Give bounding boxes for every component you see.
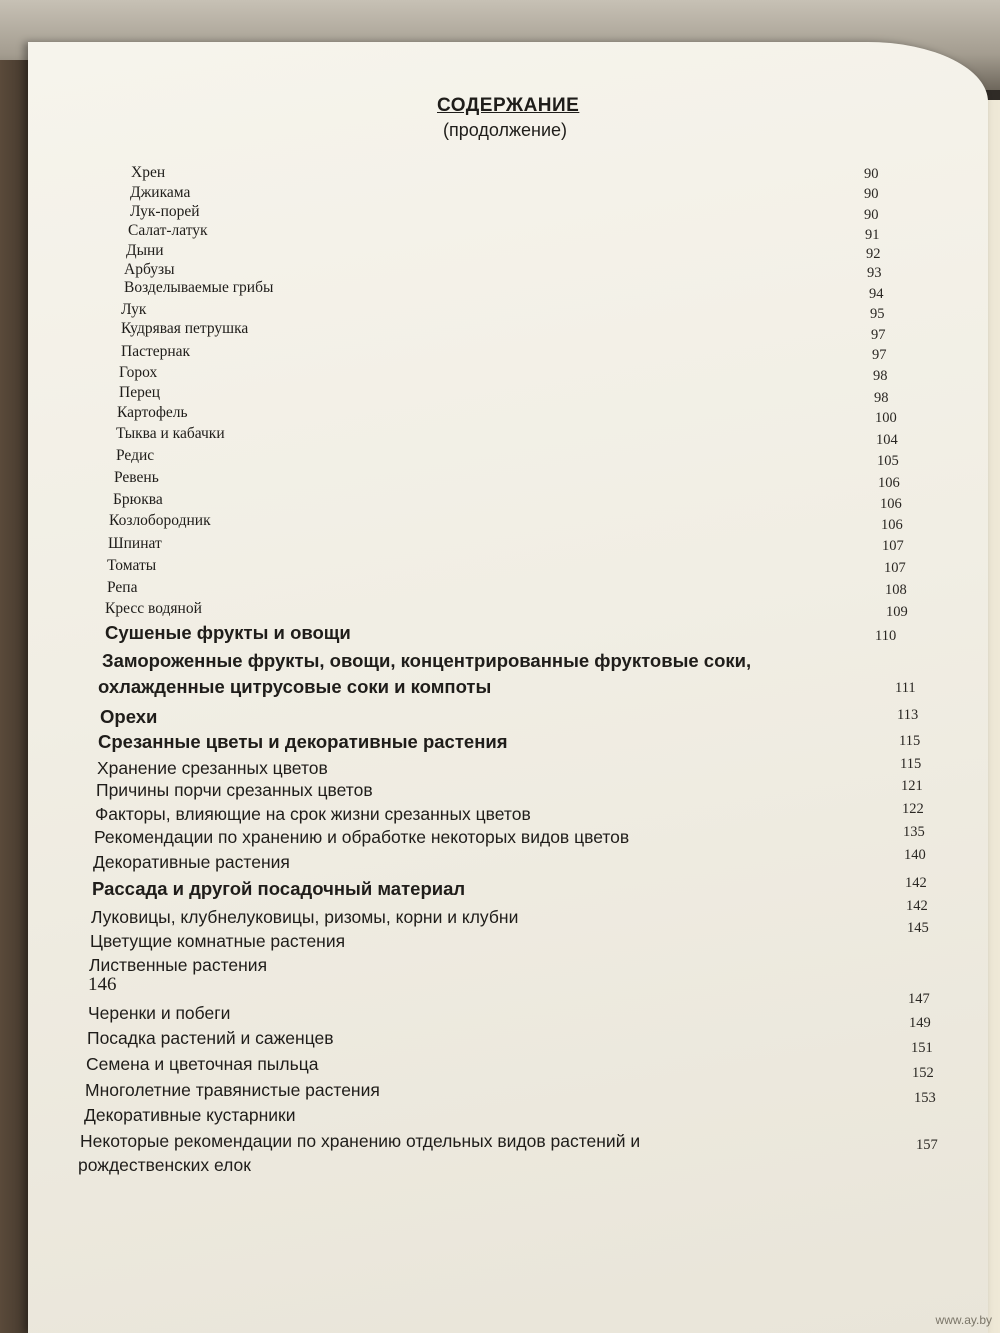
toc-entry-label: Факторы, влияющие на срок жизни срезанных цветов [95,804,531,824]
toc-entry-page: 152 [912,1065,934,1081]
page-title: СОДЕРЖАНИЕ [437,95,580,116]
toc-entry-label: Черенки и побеги [88,1003,231,1023]
toc-entry-page: 105 [877,453,899,469]
toc-entry-page: 90 [864,207,879,223]
toc-entry-label: Шпинат [108,535,162,552]
toc-entry-label: Джикама [130,184,191,201]
toc-entry-label: Ревень [114,469,159,486]
toc-entry-page: 140 [904,847,926,863]
toc-section-heading: Срезанные цветы и декоративные растения [98,731,508,752]
toc-entry-page: 147 [908,991,930,1007]
toc-section-heading: охлажденные цитрусовые соки и компоты [98,676,492,697]
toc-entry-page: 106 [880,496,902,512]
toc-entry-label: Рекомендации по хранению и обработке некоторых видов цветов [94,827,630,847]
toc-entry-label: Пастернак [121,343,191,360]
toc-entry-label: Посадка растений и саженцев [87,1028,334,1048]
toc-entry-label: Редис [116,447,155,464]
toc-entry-page: 157 [916,1137,938,1153]
toc-entry-page: 92 [866,246,881,262]
toc-entry-label: Луковицы, клубнелуковицы, ризомы, корни и клубни [91,907,519,927]
toc-entry-label: Лук [121,301,147,318]
toc-entry-page: 121 [901,778,923,794]
toc-entry-label: Возделываемые грибы [124,279,274,296]
toc-entry-page: 135 [903,824,925,840]
toc-entry-page: 122 [902,801,924,817]
toc-section-heading: Сушеные фрукты и овощи [105,622,351,643]
toc-entry-page: 100 [875,410,897,426]
toc-entry-label: Кресс водяной [105,600,202,617]
toc-entry-page: 97 [871,327,886,343]
toc-entry-page: 153 [914,1090,936,1106]
toc-entry-page: 108 [885,582,907,598]
toc-entry-label: 146 [88,974,117,995]
toc-entry-label: Репа [107,579,138,596]
toc-entry-page: 90 [864,166,879,182]
toc-entry-page: 106 [881,517,903,533]
toc-entry-label: Цветущие комнатные растения [90,931,346,951]
toc-entry-page: 93 [867,265,882,281]
toc-entry-page: 90 [864,186,879,202]
toc-entry-label: Хранение срезанных цветов [97,758,328,778]
toc-entry-page: 115 [899,733,921,749]
toc-entry-label: Кудрявая петрушка [121,320,249,337]
toc-entry-page: 107 [882,538,904,554]
toc-entry-page: 94 [869,286,884,302]
toc-entry-page: 113 [897,707,919,723]
toc-entry-page: 104 [876,432,898,448]
toc-entry-label: Арбузы [124,261,175,278]
toc-entry-page: 109 [886,604,908,620]
toc-entry-page: 142 [906,898,928,914]
toc-entry-label: Горох [119,364,158,381]
toc-section-heading: Орехи [100,706,158,727]
toc-entry-label: Перец [119,384,160,401]
toc-entry-label: Декоративные растения [93,852,290,872]
toc-entry-label: Картофель [117,404,188,421]
toc-entry-label: Козлобородник [109,512,211,529]
toc-entry-page: 149 [909,1015,931,1031]
toc-entry-label: Лиственные растения [89,955,268,975]
toc-entry-page: 151 [911,1040,933,1056]
toc-entry-label: Томаты [107,557,157,574]
toc-entry-page: 98 [873,368,888,384]
watermark: www.ay.by [935,1313,992,1327]
toc-entry-label: Салат-латук [128,222,208,239]
toc-entry-page: 98 [874,390,889,406]
toc-entry-label: Лук-порей [130,203,200,220]
toc-entry-label: Хрен [131,164,166,181]
toc-entry-label: Дыни [126,242,164,259]
toc-entry-page: 110 [875,628,897,644]
toc-entry-page: 107 [884,560,906,576]
toc-entry-label: Декоративные кустарники [84,1105,296,1125]
toc-section-heading: Замороженные фрукты, овощи, концентрированные фруктовые соки, [102,650,752,671]
toc-entry-label: Тыква и кабачки [116,425,225,442]
toc-entry-page: 142 [905,875,927,891]
toc-entry-page: 145 [907,920,929,936]
toc-entry-label: Многолетние травянистые растения [85,1080,380,1100]
toc-entry-label: рождественских елок [78,1155,251,1175]
toc-entry-page: 97 [872,347,887,363]
toc-entry-page: 111 [895,680,916,696]
toc-entry-page: 115 [900,756,922,772]
toc-section-heading: Рассада и другой посадочный материал [92,878,466,899]
toc-entry-page: 95 [870,306,885,322]
toc-entry-label: Некоторые рекомендации по хранению отдельных видов растений и [80,1131,641,1151]
page-subtitle: (продолжение) [443,120,568,140]
toc-entry-page: 91 [865,227,880,243]
toc-entry-label: Семена и цветочная пыльца [86,1054,319,1074]
toc-entry-page: 106 [878,475,900,491]
toc-entry-label: Брюква [113,491,163,508]
toc-entry-label: Причины порчи срезанных цветов [96,780,373,800]
